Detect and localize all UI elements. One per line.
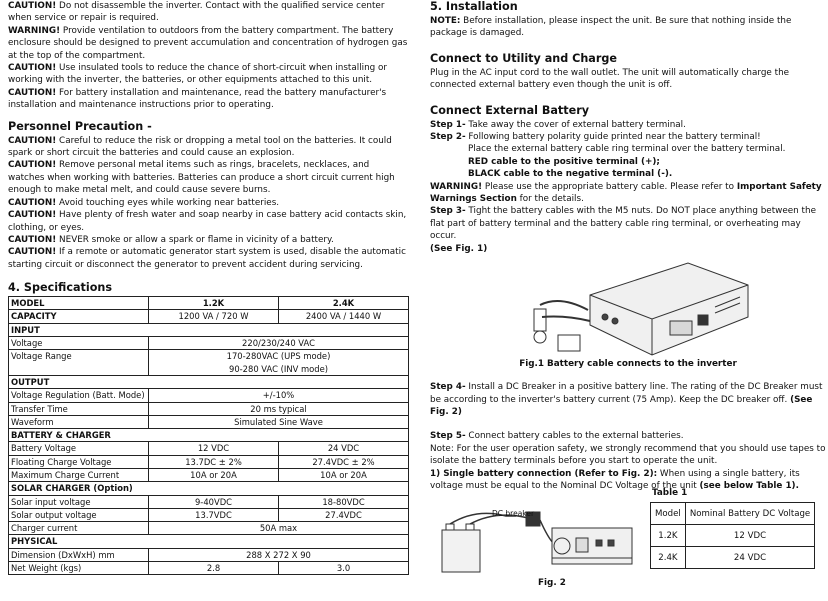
table-cell: 24 VDC <box>279 442 409 455</box>
table-row <box>9 468 409 481</box>
installation-heading: 5. Installation <box>430 0 518 13</box>
table-row <box>9 337 409 350</box>
caution-item <box>8 246 408 271</box>
cable-warning <box>430 181 826 206</box>
table-cell: 18-80VDC <box>279 495 409 508</box>
table-cell: 50A max <box>149 522 409 535</box>
table-cell: 12 VDC <box>149 442 279 455</box>
table-row <box>9 522 409 535</box>
table-row <box>9 429 409 442</box>
table-row <box>651 525 815 547</box>
left-column <box>8 0 408 575</box>
table-cell: Voltage <box>9 337 149 350</box>
caution-item <box>8 87 408 112</box>
warning-text: Please use the appropriate battery cable. Please refer to <box>482 181 737 192</box>
table-cell: 27.4VDC <box>279 508 409 521</box>
warning-item <box>8 25 408 62</box>
caution-item <box>8 0 408 25</box>
table-header-cell: Nominal Battery DC Voltage <box>685 503 814 525</box>
table-1-container <box>650 488 815 569</box>
caution-text: If a remote or automatic generator start system is used, disable the automatic starting circuit or disconnect the generator to prevent accident during servicing. <box>8 247 406 270</box>
table-cell: 1200 VA / 720 W <box>149 310 279 323</box>
table-cell: Transfer Time <box>9 402 149 415</box>
table-row <box>9 495 409 508</box>
black-cable-text: BLACK cable to the negative terminal (-). <box>468 169 673 180</box>
warning-text: Provide ventilation to outdoors from the battery compartment. The battery enclosure should be designed to prevent accumulation and concentration of hydrogen gas at the top of the compartment. <box>8 25 408 61</box>
step-text: Take away the cover of external battery terminal. <box>465 119 686 130</box>
table-row <box>9 562 409 575</box>
caution-tag: CAUTION! <box>8 247 57 258</box>
caution-tag: CAUTION! <box>8 197 57 208</box>
step-text: Tight the battery cables with the M5 nuts. Do NOT place anything between the flat part of battery terminal and the battery cable ring terminal, or overheating may occur. <box>430 206 816 242</box>
caution-tag: CAUTION! <box>8 1 57 11</box>
table-section-header: BATTERY & CHARGER <box>9 429 409 442</box>
table-1-title: Table 1 <box>652 488 688 499</box>
figure-2-area <box>430 488 826 589</box>
table-cell: Dimension (DxWxH) mm <box>9 548 149 561</box>
table-row <box>9 402 409 415</box>
single-battery-ref: (see below Table 1). <box>699 480 799 491</box>
table-cell: Waveform <box>9 415 149 428</box>
warning-text-end: for the details. <box>516 194 584 205</box>
table-cell: 288 X 272 X 90 <box>149 548 409 561</box>
table-cell: 9-40VDC <box>149 495 279 508</box>
table-row <box>9 455 409 468</box>
step-1 <box>430 119 826 131</box>
table-cell: 24 VDC <box>685 547 814 569</box>
table-cell: 2.8 <box>149 562 279 575</box>
table-cell: +/-10% <box>149 389 409 402</box>
caution-text: For battery installation and maintenance, read the battery manufacturer's installation and maintenance instructions prior to operating. <box>8 87 387 111</box>
figure-2-caption: Fig. 2 <box>538 578 566 589</box>
caution-tag: CAUTION! <box>8 234 57 245</box>
step-tag: Step 2- <box>430 132 466 143</box>
table-cell: 1.2K <box>149 297 279 310</box>
table-cell: Voltage Regulation (Batt. Mode) <box>9 389 149 402</box>
table-cell: 220/230/240 VAC <box>149 337 409 350</box>
table-cell: 2400 VA / 1440 W <box>279 310 409 323</box>
inverter-illustration <box>430 255 826 369</box>
table-row <box>9 508 409 521</box>
table-cell: 20 ms typical <box>149 402 409 415</box>
table-cell: MODEL <box>9 297 149 310</box>
table-row <box>9 375 409 388</box>
personnel-list <box>8 135 408 271</box>
caution-tag: CAUTION! <box>8 87 57 98</box>
table-row <box>9 297 409 310</box>
table-row <box>9 310 409 323</box>
caution-tag: CAUTION! <box>8 210 57 221</box>
table-cell: Battery Voltage <box>9 442 149 455</box>
step-tag: Step 5- <box>430 431 466 442</box>
specifications-heading: 4. Specifications <box>8 281 113 295</box>
step-3 <box>430 205 826 242</box>
caution-text: NEVER smoke or allow a spark or flame in vicinity of a battery. <box>56 234 334 245</box>
external-battery-heading: Connect External Battery <box>430 103 590 117</box>
utility-heading: Connect to Utility and Charge <box>430 51 617 65</box>
table-row <box>9 323 409 336</box>
utility-text: Plug in the AC input cord to the wall outlet. The unit will automatically charge the connected external battery even though the unit is off. <box>430 67 790 91</box>
see-fig-1: (See Fig. 1) <box>430 243 488 254</box>
installation-note <box>430 15 826 40</box>
caution-text: Avoid touching eyes while working near batteries. <box>56 197 280 208</box>
step-2-sub: Place the external battery cable ring terminal over the battery terminal. <box>468 144 786 155</box>
table-section-header: PHYSICAL <box>9 535 409 548</box>
table-cell: Net Weight (kgs) <box>9 562 149 575</box>
caution-item <box>8 62 408 87</box>
table-cell: 3.0 <box>279 562 409 575</box>
table-cell: 13.7DC ± 2% <box>149 455 279 468</box>
table-cell: Simulated Sine Wave <box>149 415 409 428</box>
table-cell: 2.4K <box>279 297 409 310</box>
single-battery-title: 1) Single battery connection (Refer to Fig. 2): <box>430 468 658 479</box>
single-battery-text: When using a single battery, its voltage must be equal to the Nominal DC Voltage of the unit <box>430 468 800 491</box>
figure-1-caption: Fig.1 Battery cable connects to the inverter <box>519 359 737 370</box>
note-text: Before installation, please inspect the unit. Be sure that nothing inside the package is damaged. <box>430 16 792 39</box>
caution-text: Do not disassemble the inverter. Contact with the qualified service center when service or repair is required. <box>8 1 385 24</box>
table-cell: 170-280VAC (UPS mode) <box>149 350 409 363</box>
table-cell: Floating Charge Voltage <box>9 455 149 468</box>
step-text: Following battery polarity guide printed near the battery terminal! <box>465 132 761 143</box>
table-row <box>9 415 409 428</box>
table-cell: Maximum Charge Current <box>9 468 149 481</box>
caution-text: Have plenty of fresh water and soap nearby in case battery acid contacts skin, clothing, or eyes. <box>8 210 407 233</box>
table-cell: CAPACITY <box>9 310 149 323</box>
red-cable-text: RED cable to the positive terminal (+); <box>468 156 660 167</box>
table-cell: 2.4K <box>651 547 686 569</box>
specifications-table <box>8 296 409 575</box>
caution-text: Remove personal metal items such as rings, bracelets, necklaces, and watches when working with batteries. Batteries can produce a short circuit current high enough to make metal melt, and could cause severe burns. <box>8 160 395 196</box>
step-tag: Step 3- <box>430 206 466 217</box>
dc-breaker-label: DC breaker <box>492 509 535 519</box>
see-fig-2: (See Fig. 2) <box>430 394 813 417</box>
warning-reference: Important Safety Warnings Section <box>430 181 822 205</box>
warning-tag: WARNING! <box>430 181 483 192</box>
note-tag: NOTE: <box>430 16 461 26</box>
table-cell: 27.4VDC ± 2% <box>279 455 409 468</box>
table-header-cell: Model <box>651 503 686 525</box>
table-row <box>651 547 815 569</box>
step-5 <box>430 430 826 442</box>
caution-tag: CAUTION! <box>8 135 57 146</box>
step-tag: Step 1- <box>430 119 466 130</box>
table-section-header: SOLAR CHARGER (Option) <box>9 482 409 495</box>
right-column <box>430 0 826 589</box>
step-4 <box>430 381 826 418</box>
caution-item <box>8 135 408 160</box>
table-row <box>9 535 409 548</box>
caution-item <box>8 159 408 196</box>
caution-item <box>8 209 408 234</box>
warning-tag: WARNING! <box>8 25 61 36</box>
caution-item <box>8 234 408 246</box>
caution-text: Careful to reduce the risk or dropping a metal tool on the batteries. It could spark or short circuit the batteries and could cause an explosion. <box>8 135 392 159</box>
step-2 <box>430 131 826 143</box>
table-cell: 10A or 20A <box>149 468 279 481</box>
table-row <box>9 482 409 495</box>
safety-note: Note: For the user operation safety, we strongly recommend that you should use tapes to isolate the battery terminals before you start to operate the unit. <box>430 443 826 467</box>
table-header-row <box>651 503 815 525</box>
caution-tag: CAUTION! <box>8 63 57 74</box>
table-cell: Solar input voltage <box>9 495 149 508</box>
table-cell: Voltage Range <box>9 350 149 376</box>
table-cell: 90-280 VAC (INV mode) <box>149 363 409 376</box>
table-cell: 1.2K <box>651 525 686 547</box>
personnel-precaution-heading: Personnel Precaution - <box>8 119 152 133</box>
table-section-header: INPUT <box>9 323 409 336</box>
table-row <box>9 389 409 402</box>
caution-tag: CAUTION! <box>8 160 57 171</box>
caution-text: Use insulated tools to reduce the chance of short-circuit when installing or working with the inverter, the batteries, or other equipments attached to this unit. <box>8 63 388 86</box>
table-row <box>9 442 409 455</box>
figure-1 <box>430 255 826 369</box>
table-section-header: OUTPUT <box>9 375 409 388</box>
table-row <box>9 548 409 561</box>
battery-connection-illustration <box>436 508 641 588</box>
table-row <box>9 350 409 363</box>
nominal-voltage-table <box>650 502 815 569</box>
step-text: Install a DC Breaker in a positive battery line. The rating of the DC Breaker must be according to the inverter's battery current (75 Amp). Keep the DC breaker off. <box>430 382 823 405</box>
step-text: Connect battery cables to the external batteries. <box>465 431 684 442</box>
table-cell: 13.7VDC <box>149 508 279 521</box>
step-tag: Step 4- <box>430 382 466 393</box>
table-cell: Solar output voltage <box>9 508 149 521</box>
table-cell: 12 VDC <box>685 525 814 547</box>
table-cell: 10A or 20A <box>279 468 409 481</box>
table-cell: Charger current <box>9 522 149 535</box>
caution-item <box>8 197 408 209</box>
caution-list-top <box>8 0 408 112</box>
